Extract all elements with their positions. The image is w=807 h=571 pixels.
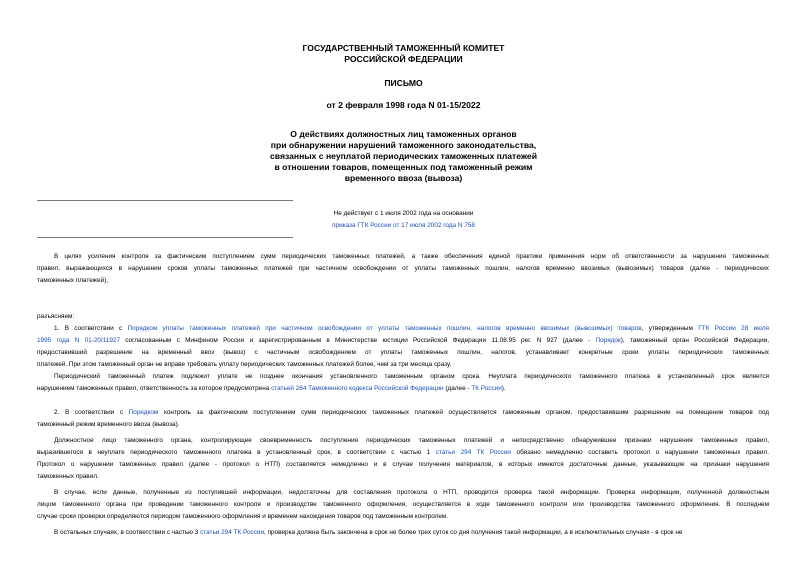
paragraph-line — [37, 335, 769, 347]
text-run: таможенных правил. — [37, 473, 99, 480]
body-paragraph — [37, 371, 769, 395]
paragraph-line — [37, 447, 769, 459]
paragraph-line — [37, 323, 769, 335]
text-run: лицом таможенного органа при проведении таможенного контроля и производстве таможенного оформления, осуществляется в ходе таможенного контроля или производства таможенного оформления. В последнем — [37, 501, 769, 508]
text-run: Должностное лицо таможенного органа, контролирующее своевременность поступления периодических таможенных платежей и непосредственно обнаружившее признаки нарушения таможенных правил, — [54, 437, 769, 444]
text-run: предоставивший разрешение на временный ввоз (вывоз) с частичным освобождением от уплаты таможенных пошлин, налогов, устанавливает конкретные сроки уплаты периодических таможенных — [37, 349, 769, 356]
paragraph-line — [37, 435, 769, 447]
paragraph-line — [37, 407, 769, 419]
text-run: обязано немедленно составить протокол о нарушении таможенных правил. — [511, 449, 769, 456]
document-type — [0, 78, 807, 89]
paragraph-line — [37, 359, 769, 371]
paragraph-line — [37, 371, 769, 383]
divider-top — [37, 200, 293, 201]
paragraph-line — [37, 419, 769, 431]
paragraph-line — [37, 511, 769, 523]
divider-bottom — [37, 237, 293, 238]
text-run: нарушением таможенных правил, ответственность за которое предусмотрена — [37, 385, 272, 392]
body-paragraph — [37, 407, 769, 431]
body-paragraph — [37, 487, 769, 523]
text-run: правил, выражающихся в нарушении сроков уплаты таможенных платежей при частичном освобождении от уплаты таможенных пошлин, налогов временно ввозимых (вывозимых) товаров (далее - периодических — [37, 265, 769, 272]
text-run: (далее - — [443, 385, 472, 392]
text-run: , утвержденным — [641, 325, 699, 332]
text-run: 2. В соответствии с — [54, 409, 129, 416]
status-line: Не действует с 1 июля 2002 года на основании — [333, 210, 474, 217]
title-line: при обнаружении нарушений таможенного законодательства, — [270, 140, 537, 150]
body-paragraph — [37, 311, 769, 323]
text-run: платежей. При этом таможенный орган не вправе требовать уплату периодических таможенных платежей более, чем за три месяца сразу. — [37, 361, 452, 368]
status-note — [0, 208, 807, 232]
title-line: связанных с неуплатой периодических таможенных платежей — [270, 151, 537, 161]
reference-link[interactable]: Порядком — [128, 409, 159, 416]
status-link[interactable]: приказа ГТК России от 17 июля 2002 года N 758 — [332, 222, 475, 229]
text-run: выразившегося в неуплате периодического таможенного платежа в установленный срок, в соответствии с частью 1 — [37, 449, 436, 456]
body-paragraph — [37, 435, 769, 483]
text-run: Периодический таможенный платеж подлежит уплате не позднее окончания установленного таможенным органом срока. Неуплата периодического таможенного платежа в установленный срок является — [54, 373, 769, 380]
org-name-line-2: РОССИЙСКОЙ ФЕДЕРАЦИИ — [344, 54, 463, 64]
paragraph-line — [37, 487, 769, 499]
reference-link[interactable]: ГТК России 28 июля — [698, 325, 770, 332]
paragraph-line — [37, 251, 769, 263]
reference-link[interactable]: ТК России — [471, 385, 502, 392]
text-run: Протокол о нарушении таможенных правил (далее - протокол о НТП) составляется немедленно и в случае получения материалов, в которых имеются достаточные данные, указывающие на признаки нарушения — [37, 461, 769, 468]
text-run: контроль за фактическим поступлением сумм периодических таможенных платежей осуществляется таможенным органом, предоставившим разрешение на помещение товаров под — [158, 409, 769, 416]
text-run: В целях усиления контроля за фактическим поступлением сумм периодических таможенных платежей, а также обеспечения единой практики применения норм об ответственности за нарушения таможенных — [54, 253, 769, 260]
text-run: В остальных случаях, в соответствии с частью 3 — [54, 529, 201, 536]
title-line: О действиях должностных лиц таможенных органов — [290, 129, 517, 139]
paragraph-line — [37, 499, 769, 511]
paragraph-line — [37, 383, 769, 395]
reference-link[interactable]: 1995 года N 01-20/11927 — [37, 337, 120, 344]
paragraph-line — [37, 311, 769, 323]
text-run: ), таможенный орган Российской Федерации, — [620, 337, 769, 344]
text-run: согласованным с Минфином России и зарегистрированным в Министерстве юстиции Российской Федерации 11.08.95 рег. N 927 (далее - — [120, 337, 596, 344]
paragraph-line — [37, 527, 769, 539]
document-header — [0, 43, 807, 65]
title-line: временного ввоза (вывоза) — [344, 173, 463, 183]
org-name-line-1: ГОСУДАРСТВЕННЫЙ ТАМОЖЕННЫЙ КОМИТЕТ — [302, 43, 505, 53]
paragraph-line — [37, 263, 769, 275]
reference-link[interactable]: Порядком уплаты таможенных платежей при частичном освобождении от уплаты таможенных пошлин, налогов временно ввозимых (вывозимых) товаров — [127, 325, 642, 332]
reference-link[interactable]: статьей 284 Таможенного кодекса Российской Федерации — [271, 385, 444, 392]
paragraph-line — [37, 471, 769, 483]
body-paragraph — [37, 527, 769, 539]
text-run: таможенный режим временного ввоза (вывоза). — [37, 421, 180, 428]
document-date-label: от 2 февраля 1998 года N 01-15/2022 — [326, 100, 481, 110]
document-type-label: ПИСЬМО — [384, 78, 423, 88]
text-run: разъясняем: — [37, 313, 75, 320]
reference-link[interactable]: Порядок — [595, 337, 621, 344]
paragraph-line — [37, 275, 769, 287]
text-run: случае сроки проверки определяются периодом таможенного оформления и временем нахождения товаров под таможенным контролем. — [37, 513, 449, 520]
reference-link[interactable]: статьи 294 ТК России — [435, 449, 511, 456]
body-paragraph — [37, 251, 769, 287]
paragraph-line — [37, 347, 769, 359]
text-run: 1. В соответствии с — [54, 325, 128, 332]
document-date — [0, 100, 807, 111]
text-run: В случае, если данные, полученные из поступившей информации, недостаточны для составления протокола о НТП, проводится проверка такой информации. Проверка информации, полученной должностным — [54, 489, 769, 496]
title-line: в отношении товаров, помещенных под таможенный режим — [274, 162, 533, 172]
body-paragraph — [37, 323, 769, 371]
text-run: таможенных платежей), — [37, 277, 108, 284]
text-run: , проверка должна быть закончена в срок не более трех суток со дня получения такой информации, а в исключительных случаях - в срок не — [264, 529, 683, 536]
text-run: ). — [501, 385, 506, 392]
reference-link[interactable]: статьи 294 ТК России — [200, 529, 265, 536]
document-title — [0, 129, 807, 184]
paragraph-line — [37, 459, 769, 471]
